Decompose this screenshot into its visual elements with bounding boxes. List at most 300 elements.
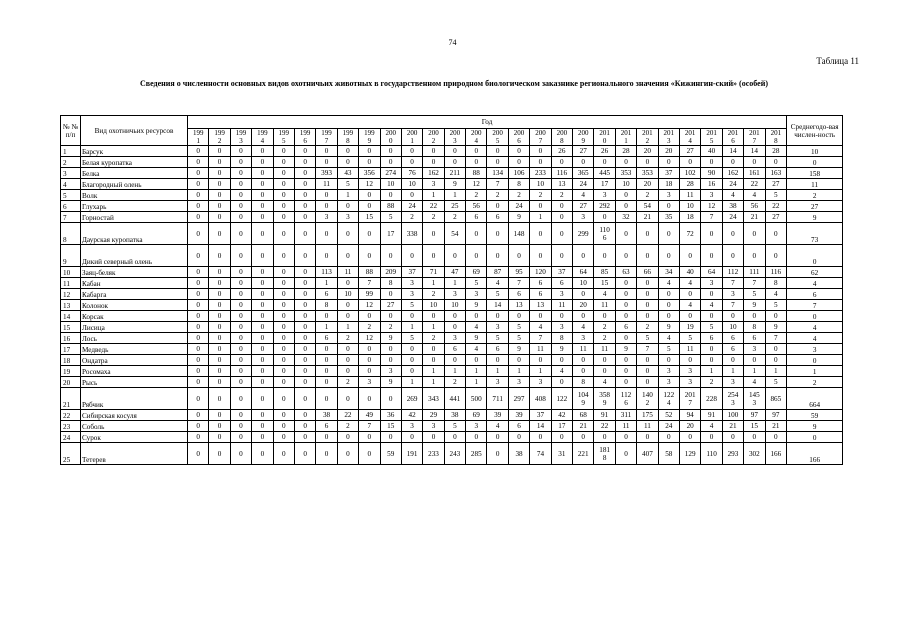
average-cell: 4 [787, 333, 843, 344]
value-cell: 0 [209, 267, 230, 278]
value-cell: 24 [658, 421, 679, 432]
value-cell: 1 [530, 366, 551, 377]
value-cell: 37 [401, 267, 422, 278]
value-cell: 148 [508, 223, 529, 245]
value-cell: 38 [444, 410, 465, 421]
value-cell: 0 [252, 377, 273, 388]
value-cell: 0 [273, 212, 294, 223]
value-cell: 0 [252, 366, 273, 377]
year-header-cell: 199 9 [359, 129, 380, 146]
value-cell: 0 [294, 190, 315, 201]
value-cell: 116 [551, 168, 572, 179]
value-cell: 4 [487, 278, 508, 289]
year-header-cell: 201 2 [637, 129, 658, 146]
value-cell: 0 [637, 245, 658, 267]
value-cell: 0 [765, 245, 787, 267]
value-cell: 0 [637, 223, 658, 245]
species-name: Лисица [81, 322, 188, 333]
value-cell: 2 [466, 190, 487, 201]
value-cell: 37 [658, 168, 679, 179]
value-cell: 0 [551, 432, 572, 443]
value-cell: 0 [658, 311, 679, 322]
table-row [61, 377, 843, 388]
value-cell: 0 [294, 168, 315, 179]
value-cell: 0 [594, 366, 615, 377]
year-header-cell: 200 8 [551, 129, 572, 146]
value-cell: 54 [637, 201, 658, 212]
value-cell: 4 [594, 377, 615, 388]
value-cell: 122 4 [658, 388, 679, 410]
value-cell: 311 [615, 410, 636, 421]
table-row [61, 366, 843, 377]
value-cell: 0 [337, 432, 358, 443]
value-cell: 0 [701, 432, 722, 443]
average-cell: 73 [787, 223, 843, 245]
value-cell: 0 [230, 278, 251, 289]
value-cell: 1 [401, 377, 422, 388]
value-cell: 5 [401, 333, 422, 344]
value-cell: 0 [273, 388, 294, 410]
value-cell: 0 [337, 146, 358, 157]
value-cell: 76 [401, 168, 422, 179]
value-cell: 4 [573, 322, 594, 333]
value-cell: 3 [401, 289, 422, 300]
value-cell: 3 [551, 289, 572, 300]
value-cell: 5 [508, 322, 529, 333]
value-cell: 0 [337, 245, 358, 267]
value-cell: 302 [744, 443, 765, 465]
value-cell: 7 [637, 344, 658, 355]
value-cell: 0 [701, 344, 722, 355]
value-cell: 0 [551, 157, 572, 168]
value-cell: 59 [380, 443, 401, 465]
species-name: Сурок [81, 432, 188, 443]
value-cell: 9 [615, 344, 636, 355]
row-number: 19 [61, 366, 81, 377]
value-cell: 38 [316, 410, 337, 421]
species-name: Рысь [81, 377, 188, 388]
row-number: 3 [61, 168, 81, 179]
value-cell: 88 [359, 267, 380, 278]
value-cell: 4 [679, 300, 700, 311]
value-cell: 0 [209, 289, 230, 300]
value-cell: 0 [294, 377, 315, 388]
value-cell: 0 [273, 322, 294, 333]
value-cell: 0 [401, 311, 422, 322]
value-cell: 15 [359, 212, 380, 223]
value-cell: 0 [294, 179, 315, 190]
value-cell: 12 [359, 300, 380, 311]
value-cell: 37 [530, 410, 551, 421]
value-cell: 0 [744, 432, 765, 443]
value-cell: 0 [273, 377, 294, 388]
value-cell: 0 [765, 344, 787, 355]
value-cell: 1 [530, 212, 551, 223]
value-cell: 285 [466, 443, 487, 465]
value-cell: 0 [273, 443, 294, 465]
value-cell: 4 [722, 190, 743, 201]
value-cell: 269 [401, 388, 422, 410]
average-cell: 4 [787, 278, 843, 289]
table-row [61, 179, 843, 190]
value-cell: 2 [637, 190, 658, 201]
value-cell: 85 [594, 267, 615, 278]
value-cell: 0 [230, 223, 251, 245]
value-cell: 3 [337, 212, 358, 223]
average-cell: 664 [787, 388, 843, 410]
value-cell: 14 [530, 421, 551, 432]
value-cell: 0 [444, 157, 465, 168]
value-cell: 8 [316, 300, 337, 311]
value-cell: 21 [637, 212, 658, 223]
value-cell: 1 [337, 322, 358, 333]
value-cell: 0 [294, 355, 315, 366]
value-cell: 1 [701, 366, 722, 377]
value-cell: 90 [701, 168, 722, 179]
value-cell: 28 [615, 146, 636, 157]
value-cell: 211 [444, 168, 465, 179]
value-cell: 71 [423, 267, 444, 278]
value-cell: 0 [551, 212, 572, 223]
value-cell: 6 [530, 278, 551, 289]
value-cell: 18 [679, 212, 700, 223]
value-cell: 32 [615, 212, 636, 223]
value-cell: 0 [209, 278, 230, 289]
value-cell: 0 [466, 355, 487, 366]
value-cell: 36 [380, 410, 401, 421]
average-cell: 9 [787, 212, 843, 223]
value-cell: 0 [722, 223, 743, 245]
value-cell: 3 [658, 190, 679, 201]
value-cell: 106 [508, 168, 529, 179]
average-cell: 0 [787, 432, 843, 443]
value-cell: 0 [637, 311, 658, 322]
value-cell: 0 [615, 432, 636, 443]
value-cell: 14 [487, 300, 508, 311]
value-cell: 21 [722, 421, 743, 432]
value-cell: 0 [188, 245, 209, 267]
row-number: 24 [61, 432, 81, 443]
value-cell: 37 [551, 267, 572, 278]
table-row [61, 289, 843, 300]
value-cell: 0 [230, 168, 251, 179]
value-cell: 0 [294, 212, 315, 223]
value-cell: 0 [765, 223, 787, 245]
value-cell: 0 [359, 157, 380, 168]
row-number: 20 [61, 377, 81, 388]
value-cell: 5 [466, 278, 487, 289]
value-cell: 4 [551, 366, 572, 377]
value-cell: 162 [423, 168, 444, 179]
value-cell: 42 [401, 410, 422, 421]
year-header-cell: 200 7 [530, 129, 551, 146]
value-cell: 0 [294, 388, 315, 410]
species-name: Кабан [81, 278, 188, 289]
value-cell: 28 [679, 179, 700, 190]
value-cell: 97 [765, 410, 787, 421]
value-cell: 13 [508, 300, 529, 311]
value-cell: 66 [637, 267, 658, 278]
value-cell: 0 [294, 146, 315, 157]
year-header-cell: 201 0 [594, 129, 615, 146]
value-cell: 2 [423, 289, 444, 300]
value-cell: 166 [765, 443, 787, 465]
value-cell: 0 [637, 300, 658, 311]
year-header-cell: 199 5 [273, 129, 294, 146]
value-cell: 3 [530, 377, 551, 388]
value-cell: 20 [658, 146, 679, 157]
value-cell: 17 [551, 421, 572, 432]
value-cell: 4 [466, 344, 487, 355]
value-cell: 0 [188, 421, 209, 432]
value-cell: 24 [508, 201, 529, 212]
value-cell: 0 [637, 289, 658, 300]
row-number: 14 [61, 311, 81, 322]
value-cell: 0 [316, 190, 337, 201]
year-header-cell: 199 6 [294, 129, 315, 146]
value-cell: 5 [765, 300, 787, 311]
value-cell: 0 [401, 366, 422, 377]
value-cell: 0 [594, 311, 615, 322]
species-name: Даурская куропатка [81, 223, 188, 245]
value-cell: 9 [658, 322, 679, 333]
value-cell: 9 [551, 344, 572, 355]
value-cell: 5 [701, 322, 722, 333]
value-cell: 2 [423, 333, 444, 344]
value-cell: 0 [294, 201, 315, 212]
value-cell: 0 [744, 223, 765, 245]
value-cell: 8 [744, 322, 765, 333]
year-header-cell: 201 7 [744, 129, 765, 146]
value-cell: 24 [722, 212, 743, 223]
value-cell: 0 [252, 168, 273, 179]
year-header-cell: 200 2 [423, 129, 444, 146]
table-row [61, 190, 843, 201]
row-number: 11 [61, 278, 81, 289]
value-cell: 0 [337, 311, 358, 322]
value-cell: 0 [615, 300, 636, 311]
table-row [61, 223, 843, 245]
value-cell: 0 [594, 245, 615, 267]
value-cell: 191 [401, 443, 422, 465]
value-cell: 14 [744, 146, 765, 157]
value-cell: 0 [273, 311, 294, 322]
value-cell: 0 [252, 333, 273, 344]
year-header-cell: 200 0 [380, 129, 401, 146]
species-name: Горностай [81, 212, 188, 223]
value-cell: 3 [401, 278, 422, 289]
value-cell: 8 [765, 278, 787, 289]
value-cell: 0 [316, 201, 337, 212]
value-cell: 1 [444, 366, 465, 377]
value-cell: 27 [380, 300, 401, 311]
value-cell: 0 [508, 146, 529, 157]
value-cell: 134 [487, 168, 508, 179]
value-cell: 353 [615, 168, 636, 179]
value-cell: 22 [337, 410, 358, 421]
value-cell: 0 [209, 366, 230, 377]
value-cell: 17 [594, 179, 615, 190]
value-cell: 22 [423, 201, 444, 212]
value-cell: 56 [744, 201, 765, 212]
value-cell: 4 [594, 289, 615, 300]
value-cell: 0 [273, 179, 294, 190]
row-number: 18 [61, 355, 81, 366]
value-cell: 9 [444, 179, 465, 190]
value-cell: 0 [359, 190, 380, 201]
row-number: 4 [61, 179, 81, 190]
year-header-cell: 201 3 [658, 129, 679, 146]
table-row [61, 410, 843, 421]
value-cell: 10 [337, 289, 358, 300]
table-row [61, 311, 843, 322]
table-row [61, 146, 843, 157]
table-title: Сведения о численности основных видов охотничьих животных в государственном природном биологическом заказнике регионального значения «Кижингин-ский» (особей) [140, 79, 768, 88]
value-cell: 0 [273, 421, 294, 432]
value-cell: 2 [594, 322, 615, 333]
average-cell: 3 [787, 344, 843, 355]
value-cell: 113 [316, 267, 337, 278]
average-cell: 62 [787, 267, 843, 278]
value-cell: 0 [508, 311, 529, 322]
value-cell: 0 [530, 157, 551, 168]
value-cell: 64 [573, 267, 594, 278]
value-cell: 0 [466, 146, 487, 157]
value-cell: 0 [701, 311, 722, 322]
year-header-cell: 200 5 [487, 129, 508, 146]
value-cell: 11 [594, 344, 615, 355]
value-cell: 0 [530, 201, 551, 212]
species-name: Сибирская косуля [81, 410, 188, 421]
value-cell: 122 [551, 388, 572, 410]
value-cell: 129 [679, 443, 700, 465]
value-cell: 0 [615, 443, 636, 465]
header-year: Год [188, 116, 787, 129]
value-cell: 0 [444, 146, 465, 157]
table-row [61, 322, 843, 333]
value-cell: 11 [615, 421, 636, 432]
value-cell: 12 [701, 201, 722, 212]
value-cell: 0 [316, 344, 337, 355]
value-cell: 0 [423, 432, 444, 443]
value-cell: 1 [765, 366, 787, 377]
value-cell: 0 [294, 223, 315, 245]
value-cell: 1 [316, 278, 337, 289]
value-cell: 0 [273, 344, 294, 355]
value-cell: 6 [508, 289, 529, 300]
value-cell: 0 [230, 212, 251, 223]
value-cell: 8 [551, 333, 572, 344]
year-header-cell: 200 6 [508, 129, 529, 146]
value-cell: 110 [701, 443, 722, 465]
value-cell: 3 [359, 377, 380, 388]
value-cell: 11 [594, 300, 615, 311]
value-cell: 1 [744, 366, 765, 377]
table-row [61, 421, 843, 432]
value-cell: 94 [679, 410, 700, 421]
value-cell: 3 [722, 377, 743, 388]
value-cell: 8 [380, 278, 401, 289]
value-cell: 0 [359, 223, 380, 245]
value-cell: 0 [273, 168, 294, 179]
average-cell: 2 [787, 190, 843, 201]
value-cell: 0 [337, 157, 358, 168]
value-cell: 6 [615, 322, 636, 333]
value-cell: 1 [423, 278, 444, 289]
value-cell: 0 [444, 322, 465, 333]
value-cell: 2 [551, 190, 572, 201]
value-cell: 19 [679, 322, 700, 333]
value-cell: 0 [423, 245, 444, 267]
value-cell: 0 [252, 212, 273, 223]
value-cell: 10 [444, 300, 465, 311]
value-cell: 0 [294, 421, 315, 432]
year-header-cell: 199 2 [209, 129, 230, 146]
value-cell: 1 [487, 366, 508, 377]
value-cell: 0 [230, 201, 251, 212]
value-cell: 3 [594, 190, 615, 201]
value-cell: 0 [530, 311, 551, 322]
value-cell: 14 [722, 146, 743, 157]
value-cell: 6 [722, 344, 743, 355]
value-cell: 104 9 [573, 388, 594, 410]
value-cell: 0 [637, 377, 658, 388]
value-cell: 25 [444, 201, 465, 212]
value-cell: 0 [230, 366, 251, 377]
value-cell: 0 [401, 355, 422, 366]
value-cell: 0 [466, 245, 487, 267]
value-cell: 3 [701, 278, 722, 289]
table-body [61, 146, 843, 465]
value-cell: 0 [551, 201, 572, 212]
value-cell: 58 [658, 443, 679, 465]
value-cell: 0 [380, 311, 401, 322]
value-cell: 0 [188, 168, 209, 179]
value-cell: 0 [508, 355, 529, 366]
value-cell: 161 [744, 168, 765, 179]
value-cell: 11 [530, 344, 551, 355]
value-cell: 1 [722, 366, 743, 377]
value-cell: 0 [380, 432, 401, 443]
value-cell: 0 [337, 355, 358, 366]
value-cell: 4 [487, 421, 508, 432]
value-cell: 0 [444, 432, 465, 443]
value-cell: 20 [573, 300, 594, 311]
value-cell: 6 [551, 278, 572, 289]
value-cell: 2 [359, 322, 380, 333]
value-cell: 99 [359, 289, 380, 300]
average-cell: 10 [787, 146, 843, 157]
value-cell: 63 [615, 267, 636, 278]
value-cell: 0 [209, 388, 230, 410]
value-cell: 0 [294, 300, 315, 311]
value-cell: 254 3 [722, 388, 743, 410]
value-cell: 233 [423, 443, 444, 465]
value-cell: 0 [679, 157, 700, 168]
average-cell: 0 [787, 157, 843, 168]
table-row [61, 388, 843, 410]
value-cell: 4 [701, 300, 722, 311]
value-cell: 0 [230, 179, 251, 190]
value-cell: 0 [466, 311, 487, 322]
value-cell: 88 [466, 168, 487, 179]
value-cell: 0 [273, 333, 294, 344]
value-cell: 3 [423, 179, 444, 190]
value-cell: 11 [679, 190, 700, 201]
value-cell: 9 [744, 300, 765, 311]
value-cell: 20 [637, 146, 658, 157]
value-cell: 100 [722, 410, 743, 421]
